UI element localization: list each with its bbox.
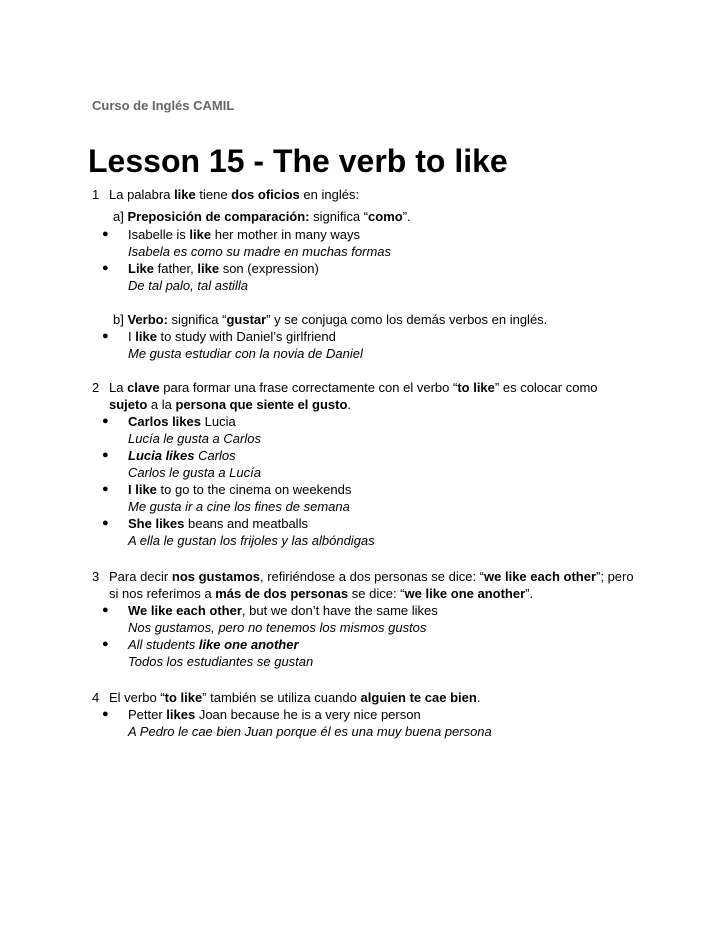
bullet-icon: ● [102,449,109,461]
example-sentence: Like father, like son (expression) [128,261,319,276]
bullet-icon: ● [102,483,109,495]
example-translation: Lucía le gusta a Carlos [128,431,261,446]
example-translation: De tal palo, tal astilla [128,278,248,293]
example-translation: Isabela es como su madre en muchas formas [128,244,392,259]
section-2-line-1: La clave para formar una frase correctamente con el verbo “to like” es colocar como [109,380,598,395]
bullet-icon: ● [102,415,109,427]
bullet-icon: ● [102,330,109,342]
example-sentence: We like each other, but we don’t have the same likes [128,603,438,618]
section-1-sub-b: b] Verbo: significa “gustar” y se conjuga como los demás verbos en inglés. [113,312,548,327]
example-sentence: Petter likes Joan because he is a very nice person [128,707,421,722]
section-3-line-1: Para decir nos gustamos, refiriéndose a dos personas se dice: “we like each other”; pero [109,569,634,584]
example-translation: Me gusta ir a cine los fines de semana [128,499,350,514]
section-4-line-1: El verbo “to like” también se utiliza cuando alguien te cae bien. [109,690,481,705]
section-1-sub-a: a] Preposición de comparación: significa “como”. [113,209,411,224]
bullet-icon: ● [102,517,109,529]
bullet-icon: ● [102,638,109,650]
example-translation: Todos los estudiantes se gustan [128,654,314,669]
bullet-icon: ● [102,604,109,616]
bullet-icon: ● [102,228,109,240]
section-1-number: 1 [92,187,100,202]
example-sentence: I like to study with Daniel’s girlfriend [128,329,336,344]
example-translation: Carlos le gusta a Lucía [128,465,261,480]
example-sentence: Lucia likes Carlos [128,448,236,463]
lesson-title: Lesson 15 - The verb to like [88,143,508,179]
section-2-number: 2 [92,380,100,395]
section-3-line-2: si nos referimos a más de dos personas se dice: “we like one another”. [109,586,534,601]
section-2-line-2: sujeto a la persona que siente el gusto. [109,397,352,412]
section-1-intro: La palabra like tiene dos oficios en inglés: [109,187,360,202]
example-sentence: All students like one another [128,637,299,652]
example-sentence: Carlos likes Lucia [128,414,236,429]
example-translation: Nos gustamos, pero no tenemos los mismos gustos [128,620,427,635]
example-translation: A ella le gustan los frijoles y las albóndigas [128,533,375,548]
section-4-number: 4 [92,690,100,705]
section-3-number: 3 [92,569,100,584]
example-translation: A Pedro le cae bien Juan porque él es una muy buena persona [128,724,492,739]
bullet-icon: ● [102,708,109,720]
example-sentence: She likes beans and meatballs [128,516,308,531]
bullet-icon: ● [102,262,109,274]
example-sentence: Isabelle is like her mother in many ways [128,227,360,242]
document-header: Curso de Inglés CAMIL [92,98,235,113]
example-sentence: I like to go to the cinema on weekends [128,482,352,497]
example-translation: Me gusta estudiar con la novia de Daniel [128,346,363,361]
